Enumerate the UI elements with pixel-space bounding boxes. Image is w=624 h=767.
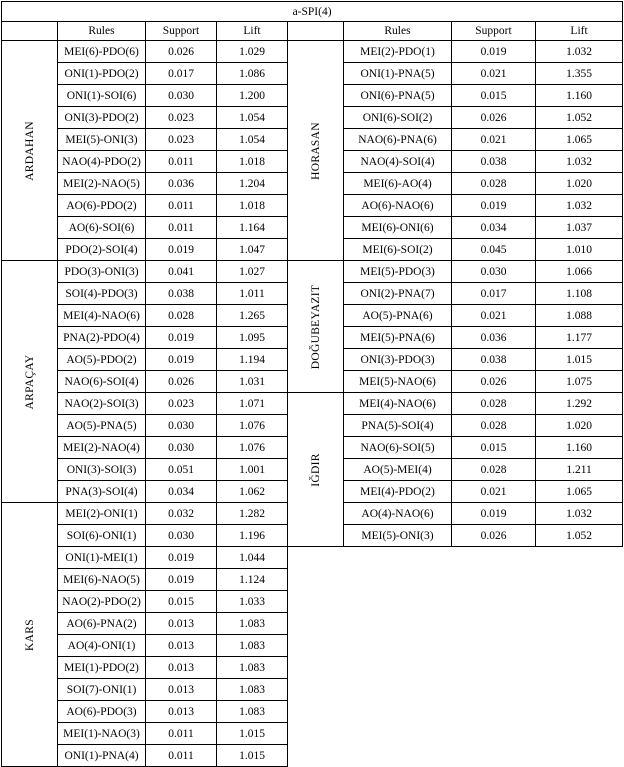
rule-cell: MEI(2)-NAO(4) <box>58 437 146 459</box>
support-cell: 0.019 <box>146 349 217 371</box>
right-lift-header: Lift <box>536 22 623 41</box>
rule-cell: AO(4)-NAO(6) <box>344 503 452 525</box>
rule-cell: MEI(4)-NAO(6) <box>58 305 146 327</box>
rule-cell: ONI(1)-PDO(2) <box>58 63 146 85</box>
support-cell: 0.038 <box>452 151 536 173</box>
rule-cell: MEI(2)-PDO(1) <box>344 41 452 63</box>
lift-cell: 1.083 <box>217 613 288 635</box>
rule-cell: SOI(6)-ONI(1) <box>58 525 146 547</box>
lift-cell: 1.164 <box>217 217 288 239</box>
rule-cell: ONI(6)-SOI(2) <box>344 107 452 129</box>
support-cell: 0.017 <box>146 63 217 85</box>
lift-cell: 1.211 <box>536 459 623 481</box>
support-cell: 0.019 <box>146 569 217 591</box>
rule-cell: AO(6)-PDO(3) <box>58 701 146 723</box>
support-cell: 0.041 <box>146 261 217 283</box>
lift-cell: 1.015 <box>536 349 623 371</box>
lift-cell: 1.010 <box>536 239 623 261</box>
lift-cell: 1.011 <box>217 283 288 305</box>
lift-cell: 1.052 <box>536 525 623 547</box>
region-cell <box>288 261 344 393</box>
support-cell: 0.011 <box>146 195 217 217</box>
lift-cell: 1.108 <box>536 283 623 305</box>
title-row <box>2 2 623 22</box>
right-region-header <box>288 22 344 41</box>
lift-cell: 1.047 <box>217 239 288 261</box>
lift-cell: 1.160 <box>536 437 623 459</box>
rule-cell: PNA(5)-SOI(4) <box>344 415 452 437</box>
rule-cell: MEI(5)-ONI(3) <box>58 129 146 151</box>
lift-cell: 1.200 <box>217 85 288 107</box>
lift-cell: 1.015 <box>217 745 288 767</box>
region-label: IĞDIR <box>309 452 322 487</box>
rule-cell: MEI(5)-PNA(6) <box>344 327 452 349</box>
rule-cell: ONI(1)-PNA(4) <box>58 745 146 767</box>
support-cell: 0.015 <box>146 591 217 613</box>
support-cell: 0.023 <box>146 393 217 415</box>
lift-cell: 1.065 <box>536 481 623 503</box>
support-cell: 0.026 <box>452 525 536 547</box>
support-cell: 0.028 <box>146 305 217 327</box>
region-label: HORASAN <box>309 121 322 180</box>
rule-cell: ONI(2)-PNA(7) <box>344 283 452 305</box>
support-cell: 0.034 <box>452 217 536 239</box>
rule-cell: AO(5)-PDO(2) <box>58 349 146 371</box>
region-cell <box>288 41 344 261</box>
support-cell: 0.019 <box>452 195 536 217</box>
lift-cell: 1.054 <box>217 129 288 151</box>
support-cell: 0.026 <box>146 41 217 63</box>
rule-cell: SOI(7)-ONI(1) <box>58 679 146 701</box>
rule-cell: MEI(5)-PDO(3) <box>344 261 452 283</box>
support-cell: 0.030 <box>146 437 217 459</box>
rule-cell: AO(4)-ONI(1) <box>58 635 146 657</box>
rule-cell: PDO(2)-SOI(4) <box>58 239 146 261</box>
lift-cell: 1.086 <box>217 63 288 85</box>
lift-cell: 1.018 <box>217 151 288 173</box>
header-row <box>2 22 623 41</box>
support-cell: 0.038 <box>146 283 217 305</box>
table-row <box>2 261 623 283</box>
rule-cell: NAO(4)-SOI(4) <box>344 151 452 173</box>
lift-cell: 1.032 <box>536 195 623 217</box>
support-cell: 0.032 <box>146 503 217 525</box>
left-region-header <box>2 22 58 41</box>
lift-cell: 1.032 <box>536 503 623 525</box>
support-cell: 0.026 <box>452 107 536 129</box>
support-cell: 0.011 <box>146 151 217 173</box>
rule-cell: MEI(2)-NAO(5) <box>58 173 146 195</box>
support-cell: 0.013 <box>146 613 217 635</box>
lift-cell: 1.032 <box>536 151 623 173</box>
empty-area <box>288 547 623 767</box>
rule-cell: AO(5)-PNA(6) <box>344 305 452 327</box>
rule-cell: MEI(1)-PDO(2) <box>58 657 146 679</box>
rule-cell: ONI(1)-MEI(1) <box>58 547 146 569</box>
table-row <box>2 41 623 63</box>
rule-cell: NAO(6)-SOI(5) <box>344 437 452 459</box>
rule-cell: PNA(2)-PDO(4) <box>58 327 146 349</box>
support-cell: 0.038 <box>452 349 536 371</box>
support-cell: 0.011 <box>146 217 217 239</box>
support-cell: 0.021 <box>452 481 536 503</box>
left-rules-header: Rules <box>58 22 146 41</box>
spi-table-container <box>1 1 622 762</box>
lift-cell: 1.062 <box>217 481 288 503</box>
lift-cell: 1.083 <box>217 635 288 657</box>
lift-cell: 1.124 <box>217 569 288 591</box>
lift-cell: 1.177 <box>536 327 623 349</box>
support-cell: 0.028 <box>452 393 536 415</box>
support-cell: 0.030 <box>146 525 217 547</box>
table-row <box>2 547 623 569</box>
rule-cell: AO(6)-PNA(2) <box>58 613 146 635</box>
region-label: ARPAÇAY <box>23 354 36 409</box>
region-label: KARS <box>23 618 36 651</box>
support-cell: 0.023 <box>146 129 217 151</box>
rule-cell: AO(6)-SOI(6) <box>58 217 146 239</box>
rule-cell: NAO(4)-PDO(2) <box>58 151 146 173</box>
rule-cell: ONI(3)-PDO(3) <box>344 349 452 371</box>
support-cell: 0.021 <box>452 129 536 151</box>
left-lift-header: Lift <box>217 22 288 41</box>
rule-cell: NAO(6)-SOI(4) <box>58 371 146 393</box>
support-cell: 0.013 <box>146 679 217 701</box>
rule-cell: MEI(6)-PDO(6) <box>58 41 146 63</box>
rule-cell: MEI(4)-PDO(2) <box>344 481 452 503</box>
lift-cell: 1.054 <box>217 107 288 129</box>
support-cell: 0.019 <box>146 547 217 569</box>
lift-cell: 1.027 <box>217 261 288 283</box>
support-cell: 0.028 <box>452 415 536 437</box>
lift-cell: 1.204 <box>217 173 288 195</box>
lift-cell: 1.032 <box>536 41 623 63</box>
rule-cell: PNA(3)-SOI(4) <box>58 481 146 503</box>
support-cell: 0.019 <box>146 327 217 349</box>
support-cell: 0.021 <box>452 305 536 327</box>
lift-cell: 1.075 <box>536 371 623 393</box>
table-title: a-SPI(4) <box>2 2 623 22</box>
support-cell: 0.019 <box>452 41 536 63</box>
rule-cell: AO(6)-PDO(2) <box>58 195 146 217</box>
lift-cell: 1.052 <box>536 107 623 129</box>
rule-cell: MEI(6)-SOI(2) <box>344 239 452 261</box>
right-support-header: Support <box>452 22 536 41</box>
region-label: DOĞUBEYAZIT <box>309 284 322 369</box>
rule-cell: ONI(1)-PNA(5) <box>344 63 452 85</box>
right-rules-header: Rules <box>344 22 452 41</box>
lift-cell: 1.001 <box>217 459 288 481</box>
lift-cell: 1.015 <box>217 723 288 745</box>
rule-cell: AO(5)-PNA(5) <box>58 415 146 437</box>
lift-cell: 1.020 <box>536 173 623 195</box>
lift-cell: 1.044 <box>217 547 288 569</box>
table-row <box>2 393 623 415</box>
lift-cell: 1.083 <box>217 657 288 679</box>
rule-cell: ONI(6)-PNA(5) <box>344 85 452 107</box>
lift-cell: 1.292 <box>536 393 623 415</box>
lift-cell: 1.194 <box>217 349 288 371</box>
support-cell: 0.030 <box>146 415 217 437</box>
lift-cell: 1.160 <box>536 85 623 107</box>
support-cell: 0.036 <box>452 327 536 349</box>
region-cell <box>2 261 58 503</box>
support-cell: 0.017 <box>452 283 536 305</box>
support-cell: 0.051 <box>146 459 217 481</box>
lift-cell: 1.029 <box>217 41 288 63</box>
lift-cell: 1.355 <box>536 63 623 85</box>
rule-cell: PDO(3)-ONI(3) <box>58 261 146 283</box>
rule-cell: MEI(6)-NAO(5) <box>58 569 146 591</box>
lift-cell: 1.020 <box>536 415 623 437</box>
rule-cell: MEI(1)-NAO(3) <box>58 723 146 745</box>
support-cell: 0.028 <box>452 459 536 481</box>
rule-cell: MEI(5)-NAO(6) <box>344 371 452 393</box>
lift-cell: 1.095 <box>217 327 288 349</box>
lift-cell: 1.076 <box>217 437 288 459</box>
support-cell: 0.015 <box>452 437 536 459</box>
support-cell: 0.021 <box>452 63 536 85</box>
lift-cell: 1.265 <box>217 305 288 327</box>
rule-cell: MEI(5)-ONI(3) <box>344 525 452 547</box>
region-cell <box>2 503 58 767</box>
rule-cell: MEI(2)-ONI(1) <box>58 503 146 525</box>
region-label: ARDAHAN <box>23 120 36 181</box>
lift-cell: 1.033 <box>217 591 288 613</box>
support-cell: 0.019 <box>146 239 217 261</box>
lift-cell: 1.018 <box>217 195 288 217</box>
lift-cell: 1.071 <box>217 393 288 415</box>
rule-cell: MEI(4)-NAO(6) <box>344 393 452 415</box>
rule-cell: AO(6)-NAO(6) <box>344 195 452 217</box>
rule-cell: NAO(2)-SOI(3) <box>58 393 146 415</box>
lift-cell: 1.031 <box>217 371 288 393</box>
lift-cell: 1.037 <box>536 217 623 239</box>
lift-cell: 1.282 <box>217 503 288 525</box>
lift-cell: 1.083 <box>217 701 288 723</box>
support-cell: 0.045 <box>452 239 536 261</box>
rule-cell: MEI(6)-AO(4) <box>344 173 452 195</box>
rule-cell: NAO(2)-PDO(2) <box>58 591 146 613</box>
support-cell: 0.013 <box>146 701 217 723</box>
region-cell <box>2 41 58 261</box>
support-cell: 0.023 <box>146 107 217 129</box>
lift-cell: 1.076 <box>217 415 288 437</box>
lift-cell: 1.083 <box>217 679 288 701</box>
support-cell: 0.034 <box>146 481 217 503</box>
lift-cell: 1.196 <box>217 525 288 547</box>
lift-cell: 1.066 <box>536 261 623 283</box>
support-cell: 0.028 <box>452 173 536 195</box>
rule-cell: SOI(4)-PDO(3) <box>58 283 146 305</box>
support-cell: 0.011 <box>146 723 217 745</box>
support-cell: 0.013 <box>146 635 217 657</box>
support-cell: 0.019 <box>452 503 536 525</box>
lift-cell: 1.065 <box>536 129 623 151</box>
support-cell: 0.026 <box>452 371 536 393</box>
support-cell: 0.036 <box>146 173 217 195</box>
rule-cell: NAO(6)-PNA(6) <box>344 129 452 151</box>
support-cell: 0.026 <box>146 371 217 393</box>
rule-cell: ONI(1)-SOI(6) <box>58 85 146 107</box>
support-cell: 0.030 <box>146 85 217 107</box>
rule-cell: ONI(3)-PDO(2) <box>58 107 146 129</box>
support-cell: 0.013 <box>146 657 217 679</box>
spi-rules-table <box>1 1 623 767</box>
left-support-header: Support <box>146 22 217 41</box>
support-cell: 0.030 <box>452 261 536 283</box>
rule-cell: AO(5)-MEI(4) <box>344 459 452 481</box>
rule-cell: MEI(6)-ONI(6) <box>344 217 452 239</box>
support-cell: 0.015 <box>452 85 536 107</box>
support-cell: 0.011 <box>146 745 217 767</box>
region-cell <box>288 393 344 547</box>
rule-cell: ONI(3)-SOI(3) <box>58 459 146 481</box>
lift-cell: 1.088 <box>536 305 623 327</box>
